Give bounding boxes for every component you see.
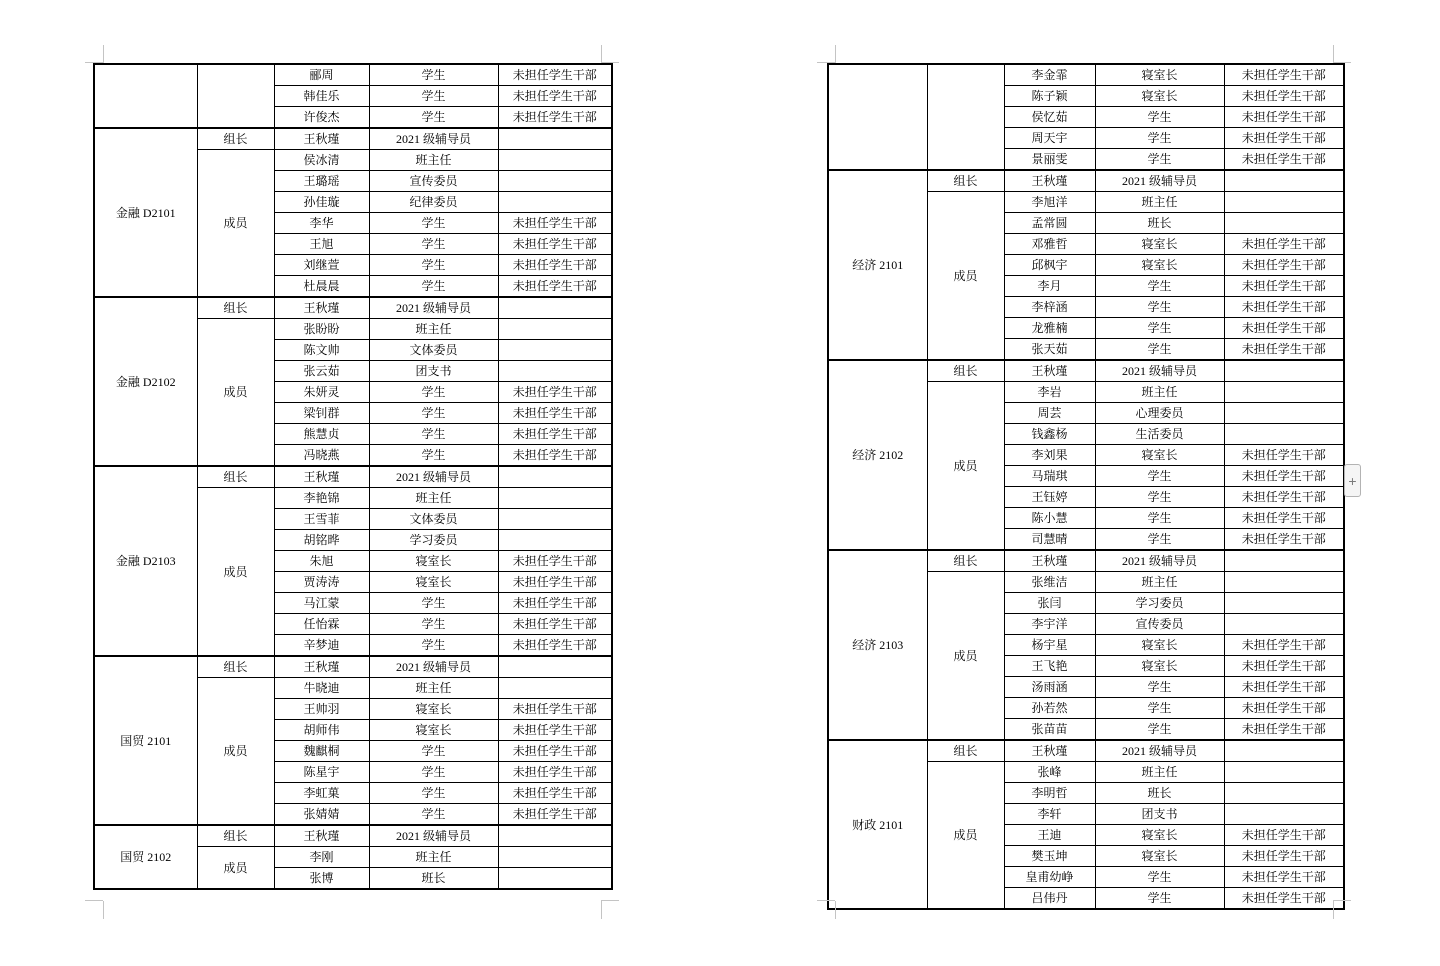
name-cell[interactable]: 陈子颖	[1004, 86, 1095, 107]
position-cell[interactable]: 学习委员	[369, 530, 498, 551]
position-cell[interactable]: 学生	[369, 741, 498, 762]
position-cell[interactable]: 团支书	[1095, 804, 1224, 825]
position-cell[interactable]: 班主任	[369, 488, 498, 509]
position-cell[interactable]: 寝室长	[1095, 825, 1224, 846]
status-cell[interactable]: 未担任学生干部	[1224, 339, 1344, 361]
role-cell[interactable]: 组长	[197, 825, 274, 847]
status-cell[interactable]	[1224, 593, 1344, 614]
table-row	[94, 466, 612, 488]
position-cell[interactable]: 纪律委员	[369, 192, 498, 213]
plus-icon: +	[1348, 472, 1357, 489]
name-cell[interactable]: 侯冰清	[274, 150, 369, 171]
name-cell[interactable]: 司慧晴	[1004, 529, 1095, 551]
name-cell[interactable]: 朱妍灵	[274, 382, 369, 403]
role-cell[interactable]: 成员	[197, 847, 274, 890]
status-cell[interactable]: 未担任学生干部	[1224, 149, 1344, 171]
status-cell[interactable]: 未担任学生干部	[1224, 846, 1344, 867]
status-cell[interactable]	[498, 488, 612, 509]
class-cell[interactable]: 财政 2101	[828, 740, 927, 909]
position-cell[interactable]: 寝室长	[369, 572, 498, 593]
name-cell[interactable]: 张维洁	[1004, 572, 1095, 593]
position-cell[interactable]: 班主任	[369, 150, 498, 171]
name-cell[interactable]: 邱枫宇	[1004, 255, 1095, 276]
crop-mark	[1333, 45, 1334, 63]
position-cell[interactable]: 学生	[1095, 466, 1224, 487]
name-cell[interactable]: 李金霏	[1004, 64, 1095, 86]
position-cell[interactable]: 班长	[369, 868, 498, 890]
position-cell[interactable]: 学生	[369, 382, 498, 403]
role-cell[interactable]: 组长	[927, 550, 1004, 572]
status-cell[interactable]	[498, 530, 612, 551]
name-cell[interactable]: 郦周	[274, 64, 369, 86]
position-cell[interactable]: 班长	[1095, 783, 1224, 804]
status-cell[interactable]	[1224, 550, 1344, 572]
status-cell[interactable]: 未担任学生干部	[498, 403, 612, 424]
crop-mark	[817, 62, 835, 63]
position-cell[interactable]: 学生	[1095, 149, 1224, 171]
status-cell[interactable]: 未担任学生干部	[1224, 867, 1344, 888]
status-cell[interactable]: 未担任学生干部	[498, 741, 612, 762]
status-cell[interactable]: 未担任学生干部	[498, 64, 612, 86]
name-cell[interactable]: 王秋瑾	[274, 128, 369, 150]
position-cell[interactable]: 学生	[369, 86, 498, 107]
status-cell[interactable]: 未担任学生干部	[498, 783, 612, 804]
role-cell[interactable]: 成员	[197, 150, 274, 298]
name-cell[interactable]: 马江蒙	[274, 593, 369, 614]
status-cell[interactable]	[1224, 192, 1344, 213]
position-cell[interactable]: 寝室长	[1095, 255, 1224, 276]
status-cell[interactable]	[498, 868, 612, 890]
class-cell[interactable]: 经济 2101	[828, 170, 927, 360]
position-cell[interactable]: 学生	[369, 107, 498, 129]
status-cell[interactable]	[1224, 382, 1344, 403]
name-cell[interactable]: 熊慧贞	[274, 424, 369, 445]
position-cell[interactable]: 学生	[1095, 339, 1224, 361]
name-cell[interactable]: 魏麒桐	[274, 741, 369, 762]
table-row	[94, 128, 612, 150]
position-cell[interactable]: 团支书	[369, 361, 498, 382]
name-cell[interactable]: 张峰	[1004, 762, 1095, 783]
name-cell[interactable]: 牛晓迪	[274, 678, 369, 699]
name-cell[interactable]: 刘继萱	[274, 255, 369, 276]
position-cell[interactable]: 学生	[1095, 318, 1224, 339]
status-cell[interactable]: 未担任学生干部	[498, 551, 612, 572]
status-cell[interactable]	[1224, 170, 1344, 192]
name-cell[interactable]: 任怡霖	[274, 614, 369, 635]
name-cell[interactable]: 景丽雯	[1004, 149, 1095, 171]
name-cell[interactable]: 王秋瑾	[1004, 360, 1095, 382]
position-cell[interactable]: 文体委员	[369, 509, 498, 530]
name-cell[interactable]: 陈文帅	[274, 340, 369, 361]
name-cell[interactable]: 李梓涵	[1004, 297, 1095, 318]
name-cell[interactable]: 王迪	[1004, 825, 1095, 846]
status-cell[interactable]: 未担任学生干部	[1224, 466, 1344, 487]
name-cell[interactable]: 王帅羽	[274, 699, 369, 720]
position-cell[interactable]: 学生	[1095, 719, 1224, 741]
position-cell[interactable]: 学生	[1095, 297, 1224, 318]
status-cell[interactable]	[1224, 572, 1344, 593]
position-cell[interactable]: 学生	[1095, 128, 1224, 149]
name-cell[interactable]: 韩佳乐	[274, 86, 369, 107]
name-cell[interactable]: 杨宇星	[1004, 635, 1095, 656]
crop-mark	[1333, 901, 1334, 919]
role-cell[interactable]: 成员	[197, 678, 274, 826]
table-row	[828, 64, 1344, 86]
crop-mark	[601, 62, 619, 63]
status-cell[interactable]	[498, 297, 612, 319]
class-cell[interactable]: 金融 D2102	[94, 297, 197, 466]
name-cell[interactable]: 王秋瑾	[274, 825, 369, 847]
name-cell[interactable]: 李刘果	[1004, 445, 1095, 466]
position-cell[interactable]: 寝室长	[1095, 234, 1224, 255]
class-cell[interactable]: 国贸 2102	[94, 825, 197, 889]
status-cell[interactable]: 未担任学生干部	[1224, 107, 1344, 128]
status-cell[interactable]	[1224, 424, 1344, 445]
crop-mark	[1333, 62, 1351, 63]
position-cell[interactable]: 宣传委员	[1095, 614, 1224, 635]
crop-mark	[601, 901, 602, 919]
name-cell[interactable]: 汤雨涵	[1004, 677, 1095, 698]
table-row	[94, 297, 612, 319]
position-cell[interactable]: 班主任	[369, 847, 498, 868]
status-cell[interactable]	[1224, 762, 1344, 783]
name-cell[interactable]: 皇甫幼峥	[1004, 867, 1095, 888]
status-cell[interactable]	[498, 340, 612, 361]
name-cell[interactable]: 梁钊群	[274, 403, 369, 424]
name-cell[interactable]: 李旭洋	[1004, 192, 1095, 213]
role-cell[interactable]: 组长	[197, 656, 274, 678]
crop-mark	[835, 45, 836, 63]
position-cell[interactable]: 2021 级辅导员	[369, 297, 498, 319]
status-cell[interactable]: 未担任学生干部	[498, 699, 612, 720]
position-cell[interactable]: 学生	[369, 64, 498, 86]
position-cell[interactable]: 2021 级辅导员	[1095, 740, 1224, 762]
name-cell[interactable]: 侯忆茹	[1004, 107, 1095, 128]
position-cell[interactable]: 寝室长	[369, 720, 498, 741]
status-cell[interactable]	[1224, 403, 1344, 424]
role-cell[interactable]: 组长	[927, 170, 1004, 192]
position-cell[interactable]: 2021 级辅导员	[1095, 170, 1224, 192]
name-cell[interactable]: 李宇洋	[1004, 614, 1095, 635]
position-cell[interactable]: 学生	[369, 424, 498, 445]
position-cell[interactable]: 学生	[1095, 529, 1224, 551]
status-cell[interactable]	[498, 128, 612, 150]
name-cell[interactable]: 王秋瑾	[274, 656, 369, 678]
status-cell[interactable]	[498, 192, 612, 213]
table-row	[94, 64, 612, 86]
position-cell[interactable]: 学生	[369, 276, 498, 298]
position-cell[interactable]: 学生	[1095, 867, 1224, 888]
position-cell[interactable]: 学生	[369, 403, 498, 424]
name-cell[interactable]: 李华	[274, 213, 369, 234]
class-cell[interactable]	[94, 64, 197, 128]
name-cell[interactable]: 周天宇	[1004, 128, 1095, 149]
role-cell[interactable]: 组长	[197, 128, 274, 150]
position-cell[interactable]: 2021 级辅导员	[369, 656, 498, 678]
position-cell[interactable]: 学生	[369, 445, 498, 467]
status-cell[interactable]	[498, 825, 612, 847]
name-cell[interactable]: 孙若然	[1004, 698, 1095, 719]
position-cell[interactable]: 学生	[369, 783, 498, 804]
status-cell[interactable]: 未担任学生干部	[498, 234, 612, 255]
name-cell[interactable]: 许俊杰	[274, 107, 369, 129]
page-2-table	[827, 63, 1345, 910]
name-cell[interactable]: 邓雅哲	[1004, 234, 1095, 255]
status-cell[interactable]: 未担任学生干部	[498, 720, 612, 741]
role-cell[interactable]	[197, 64, 274, 128]
name-cell[interactable]: 王秋瑾	[1004, 550, 1095, 572]
role-cell[interactable]: 组长	[927, 740, 1004, 762]
name-cell[interactable]: 张闫	[1004, 593, 1095, 614]
name-cell[interactable]: 周芸	[1004, 403, 1095, 424]
table-row	[828, 170, 1344, 192]
position-cell[interactable]: 心理委员	[1095, 403, 1224, 424]
status-cell[interactable]	[498, 509, 612, 530]
status-cell[interactable]	[1224, 783, 1344, 804]
position-cell[interactable]: 学生	[1095, 698, 1224, 719]
position-cell[interactable]: 寝室长	[1095, 846, 1224, 867]
position-cell[interactable]: 学生	[1095, 276, 1224, 297]
position-cell[interactable]: 学生	[369, 635, 498, 657]
status-cell[interactable]: 未担任学生干部	[1224, 487, 1344, 508]
position-cell[interactable]: 宣传委员	[369, 171, 498, 192]
name-cell[interactable]: 钱鑫杨	[1004, 424, 1095, 445]
status-cell[interactable]: 未担任学生干部	[1224, 234, 1344, 255]
crop-mark	[601, 45, 602, 63]
position-cell[interactable]: 班主任	[1095, 572, 1224, 593]
crop-mark	[601, 900, 619, 901]
class-cell[interactable]: 国贸 2101	[94, 656, 197, 825]
position-cell[interactable]: 班主任	[1095, 192, 1224, 213]
name-cell[interactable]: 马瑞琪	[1004, 466, 1095, 487]
status-cell[interactable]: 未担任学生干部	[1224, 128, 1344, 149]
position-cell[interactable]: 2021 级辅导员	[1095, 360, 1224, 382]
position-cell[interactable]: 学生	[369, 593, 498, 614]
status-cell[interactable]	[1224, 360, 1344, 382]
status-cell[interactable]: 未担任学生干部	[1224, 318, 1344, 339]
status-cell[interactable]	[498, 847, 612, 868]
position-cell[interactable]: 2021 级辅导员	[369, 825, 498, 847]
position-cell[interactable]: 生活委员	[1095, 424, 1224, 445]
name-cell[interactable]: 李明哲	[1004, 783, 1095, 804]
position-cell[interactable]: 学生	[369, 255, 498, 276]
position-cell[interactable]: 班主任	[1095, 382, 1224, 403]
name-cell[interactable]: 王璐瑶	[274, 171, 369, 192]
status-cell[interactable]	[1224, 213, 1344, 234]
position-cell[interactable]: 寝室长	[1095, 635, 1224, 656]
role-cell[interactable]: 组长	[197, 466, 274, 488]
role-cell[interactable]	[927, 64, 1004, 170]
crop-mark	[835, 901, 836, 919]
role-cell[interactable]: 成员	[197, 488, 274, 657]
status-cell[interactable]: 未担任学生干部	[498, 614, 612, 635]
position-cell[interactable]: 文体委员	[369, 340, 498, 361]
position-cell[interactable]: 学生	[1095, 888, 1224, 910]
table-row	[828, 360, 1344, 382]
status-cell[interactable]: 未担任学生干部	[1224, 276, 1344, 297]
position-cell[interactable]: 班主任	[1095, 762, 1224, 783]
status-cell[interactable]: 未担任学生干部	[498, 107, 612, 129]
class-cell[interactable]: 经济 2103	[828, 550, 927, 740]
table-add-button[interactable]	[1344, 464, 1361, 497]
name-cell[interactable]: 王秋瑾	[1004, 740, 1095, 762]
status-cell[interactable]: 未担任学生干部	[498, 276, 612, 298]
class-cell[interactable]: 经济 2102	[828, 360, 927, 550]
status-cell[interactable]: 未担任学生干部	[498, 762, 612, 783]
position-cell[interactable]: 学习委员	[1095, 593, 1224, 614]
name-cell[interactable]: 王旭	[274, 234, 369, 255]
position-cell[interactable]: 学生	[369, 614, 498, 635]
status-cell[interactable]: 未担任学生干部	[1224, 698, 1344, 719]
position-cell[interactable]: 寝室长	[1095, 445, 1224, 466]
name-cell[interactable]: 李轩	[1004, 804, 1095, 825]
status-cell[interactable]: 未担任学生干部	[1224, 677, 1344, 698]
role-cell[interactable]: 成员	[927, 382, 1004, 551]
status-cell[interactable]: 未担任学生干部	[498, 572, 612, 593]
position-cell[interactable]: 2021 级辅导员	[369, 466, 498, 488]
crop-mark	[85, 900, 103, 901]
position-cell[interactable]: 2021 级辅导员	[1095, 550, 1224, 572]
position-cell[interactable]: 学生	[1095, 107, 1224, 128]
name-cell[interactable]: 张盼盼	[274, 319, 369, 340]
name-cell[interactable]: 龙雅楠	[1004, 318, 1095, 339]
name-cell[interactable]: 李艳锦	[274, 488, 369, 509]
name-cell[interactable]: 王秋瑾	[274, 297, 369, 319]
role-cell[interactable]: 组长	[927, 360, 1004, 382]
name-cell[interactable]: 胡师伟	[274, 720, 369, 741]
name-cell[interactable]: 吕伟丹	[1004, 888, 1095, 910]
status-cell[interactable]: 未担任学生干部	[1224, 529, 1344, 551]
position-cell[interactable]: 学生	[1095, 508, 1224, 529]
class-cell[interactable]	[828, 64, 927, 170]
position-cell[interactable]: 学生	[369, 762, 498, 783]
role-cell[interactable]: 组长	[197, 297, 274, 319]
name-cell[interactable]: 陈星宇	[274, 762, 369, 783]
name-cell[interactable]: 张婧婧	[274, 804, 369, 826]
name-cell[interactable]: 杜晨晨	[274, 276, 369, 298]
role-cell[interactable]: 成员	[927, 192, 1004, 361]
position-cell[interactable]: 寝室长	[1095, 64, 1224, 86]
position-cell[interactable]: 寝室长	[369, 551, 498, 572]
status-cell[interactable]: 未担任学生干部	[1224, 86, 1344, 107]
status-cell[interactable]: 未担任学生干部	[1224, 64, 1344, 86]
name-cell[interactable]: 冯晓燕	[274, 445, 369, 467]
name-cell[interactable]: 孙佳璇	[274, 192, 369, 213]
position-cell[interactable]: 班主任	[369, 678, 498, 699]
name-cell[interactable]: 张云茹	[274, 361, 369, 382]
name-cell[interactable]: 王飞艳	[1004, 656, 1095, 677]
status-cell[interactable]: 未担任学生干部	[1224, 255, 1344, 276]
position-cell[interactable]: 寝室长	[369, 699, 498, 720]
name-cell[interactable]: 朱旭	[274, 551, 369, 572]
status-cell[interactable]: 未担任学生干部	[498, 255, 612, 276]
position-cell[interactable]: 学生	[369, 213, 498, 234]
name-cell[interactable]: 李刚	[274, 847, 369, 868]
position-cell[interactable]: 班长	[1095, 213, 1224, 234]
position-cell[interactable]: 学生	[369, 234, 498, 255]
class-cell[interactable]: 金融 D2101	[94, 128, 197, 297]
status-cell[interactable]: 未担任学生干部	[1224, 508, 1344, 529]
role-cell[interactable]: 成员	[197, 319, 274, 467]
name-cell[interactable]: 张博	[274, 868, 369, 890]
name-cell[interactable]: 李岩	[1004, 382, 1095, 403]
name-cell[interactable]: 张苗苗	[1004, 719, 1095, 741]
status-cell[interactable]: 未担任学生干部	[498, 635, 612, 657]
status-cell[interactable]: 未担任学生干部	[1224, 635, 1344, 656]
position-cell[interactable]: 寝室长	[1095, 656, 1224, 677]
position-cell[interactable]: 寝室长	[1095, 86, 1224, 107]
page-1-table	[93, 63, 613, 890]
name-cell[interactable]: 陈小慧	[1004, 508, 1095, 529]
status-cell[interactable]: 未担任学生干部	[1224, 888, 1344, 910]
name-cell[interactable]: 胡铭晔	[274, 530, 369, 551]
status-cell[interactable]: 未担任学生干部	[1224, 719, 1344, 741]
status-cell[interactable]	[498, 361, 612, 382]
position-cell[interactable]: 班主任	[369, 319, 498, 340]
name-cell[interactable]: 王雪菲	[274, 509, 369, 530]
status-cell[interactable]: 未担任学生干部	[1224, 825, 1344, 846]
name-cell[interactable]: 王秋瑾	[1004, 170, 1095, 192]
status-cell[interactable]	[1224, 740, 1344, 762]
position-cell[interactable]: 2021 级辅导员	[369, 128, 498, 150]
role-cell[interactable]: 成员	[927, 572, 1004, 741]
crop-mark	[817, 900, 835, 901]
status-cell[interactable]: 未担任学生干部	[498, 86, 612, 107]
name-cell[interactable]: 辛梦迪	[274, 635, 369, 657]
position-cell[interactable]: 学生	[1095, 677, 1224, 698]
status-cell[interactable]: 未担任学生干部	[498, 213, 612, 234]
position-cell[interactable]: 学生	[369, 804, 498, 826]
name-cell[interactable]: 樊玉坤	[1004, 846, 1095, 867]
status-cell[interactable]: 未担任学生干部	[1224, 445, 1344, 466]
status-cell[interactable]	[1224, 804, 1344, 825]
table-row	[828, 740, 1344, 762]
name-cell[interactable]: 贾涛涛	[274, 572, 369, 593]
name-cell[interactable]: 王钰婷	[1004, 487, 1095, 508]
status-cell[interactable]	[498, 319, 612, 340]
table-row	[94, 825, 612, 847]
status-cell[interactable]: 未担任学生干部	[498, 382, 612, 403]
status-cell[interactable]	[498, 656, 612, 678]
status-cell[interactable]	[498, 171, 612, 192]
status-cell[interactable]	[498, 466, 612, 488]
status-cell[interactable]: 未担任学生干部	[498, 445, 612, 467]
table-row	[94, 656, 612, 678]
name-cell[interactable]: 孟常圆	[1004, 213, 1095, 234]
status-cell[interactable]: 未担任学生干部	[1224, 297, 1344, 318]
crop-mark	[103, 45, 104, 63]
status-cell[interactable]	[498, 150, 612, 171]
crop-mark	[103, 901, 104, 919]
role-cell[interactable]: 成员	[927, 762, 1004, 910]
status-cell[interactable]: 未担任学生干部	[1224, 656, 1344, 677]
table-row	[828, 550, 1344, 572]
status-cell[interactable]: 未担任学生干部	[498, 424, 612, 445]
class-cell[interactable]: 金融 D2103	[94, 466, 197, 656]
status-cell[interactable]: 未担任学生干部	[498, 593, 612, 614]
status-cell[interactable]	[1224, 614, 1344, 635]
name-cell[interactable]: 张天茹	[1004, 339, 1095, 361]
crop-mark	[1333, 900, 1351, 901]
name-cell[interactable]: 王秋瑾	[274, 466, 369, 488]
status-cell[interactable]	[498, 678, 612, 699]
status-cell[interactable]: 未担任学生干部	[498, 804, 612, 826]
position-cell[interactable]: 学生	[1095, 487, 1224, 508]
name-cell[interactable]: 李月	[1004, 276, 1095, 297]
name-cell[interactable]: 李虹菓	[274, 783, 369, 804]
crop-mark	[85, 62, 103, 63]
